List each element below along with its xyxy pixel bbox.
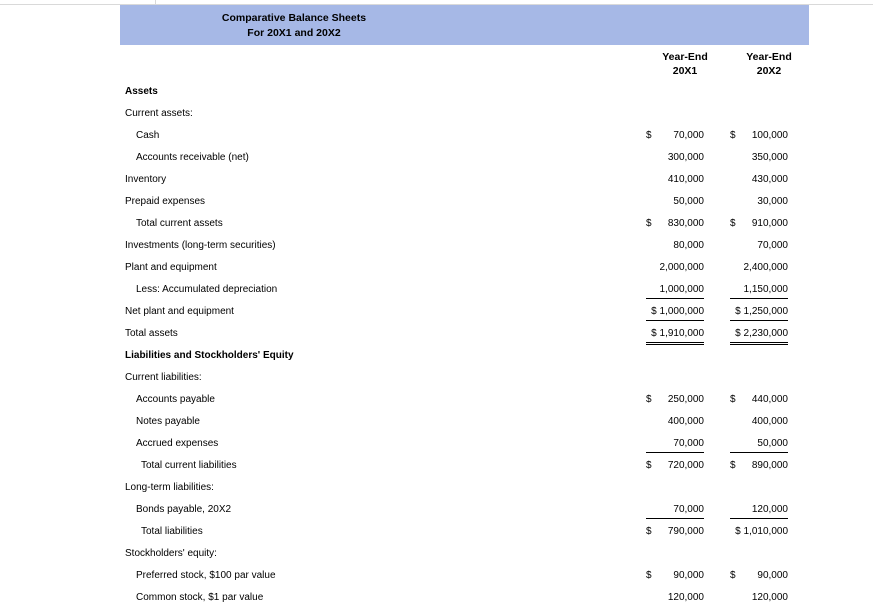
row-label: Accounts receivable (net) <box>136 152 249 163</box>
value-20x2 <box>730 172 788 188</box>
row-label: Total current liabilities <box>141 460 237 471</box>
table-row <box>0 303 873 321</box>
row-label: Prepaid expenses <box>125 196 206 207</box>
value-20x1 <box>646 194 704 210</box>
table-row <box>0 325 873 343</box>
value-20x2 <box>730 392 788 408</box>
row-label: Total current assets <box>136 218 223 229</box>
currency-symbol: $ <box>646 460 652 471</box>
currency-symbol: $ <box>646 394 652 405</box>
amount: 2,400,000 <box>743 262 788 273</box>
table-row <box>0 391 873 409</box>
amount: 70,000 <box>673 130 704 141</box>
column-header-line1: Year-End <box>662 51 708 63</box>
currency-symbol: $ <box>646 570 652 581</box>
amount: 350,000 <box>751 152 788 163</box>
value-20x1 <box>646 260 704 276</box>
amount: 70,000 <box>673 504 704 515</box>
table-row <box>0 127 873 145</box>
row-label: Total liabilities <box>141 526 203 537</box>
amount: 430,000 <box>751 174 788 185</box>
value-20x2 <box>730 326 788 345</box>
amount: 400,000 <box>667 416 704 427</box>
row-label: Investments (long-term securities) <box>125 240 276 251</box>
value-20x1 <box>646 128 704 144</box>
amount: 30,000 <box>757 196 788 207</box>
amount: 1,000,000 <box>659 284 704 295</box>
currency-symbol: $ <box>730 570 736 581</box>
amount: 410,000 <box>667 174 704 185</box>
table-row <box>0 171 873 189</box>
table-row <box>0 237 873 255</box>
value-20x1 <box>646 436 704 453</box>
row-label: Liabilities and Stockholders' Equity <box>125 350 294 361</box>
column-header-line1: Year-End <box>746 51 792 63</box>
value-20x2 <box>730 216 788 232</box>
value-20x2 <box>730 260 788 276</box>
value-20x1 <box>646 238 704 254</box>
table-row <box>0 83 873 101</box>
table-row <box>0 589 873 607</box>
value-20x1 <box>646 282 704 299</box>
currency-symbol: $ <box>646 526 652 537</box>
amount: 80,000 <box>673 240 704 251</box>
table-row <box>0 413 873 431</box>
amount: 70,000 <box>673 438 704 449</box>
value-20x2 <box>730 502 788 519</box>
row-label: Plant and equipment <box>125 262 217 273</box>
amount: $ 1,910,000 <box>651 328 704 339</box>
header-band <box>120 5 809 45</box>
currency-symbol: $ <box>730 460 736 471</box>
row-label: Accrued expenses <box>136 438 219 449</box>
row-label: Less: Accumulated depreciation <box>136 284 278 295</box>
table-row <box>0 281 873 299</box>
amount: 2,000,000 <box>659 262 704 273</box>
value-20x1 <box>646 392 704 408</box>
amount: 250,000 <box>667 394 704 405</box>
table-row <box>0 567 873 585</box>
value-20x2 <box>730 568 788 584</box>
value-20x2 <box>730 150 788 166</box>
amount: 120,000 <box>667 592 704 603</box>
column-header-line2: 20X2 <box>756 65 782 77</box>
row-label: Long-term liabilities: <box>125 482 214 493</box>
table-row <box>0 259 873 277</box>
table-row <box>0 435 873 453</box>
currency-symbol: $ <box>730 130 736 141</box>
table-row <box>0 523 873 541</box>
table-row <box>0 457 873 475</box>
value-20x2 <box>730 524 788 540</box>
row-label: Current liabilities: <box>125 372 202 383</box>
currency-symbol: $ <box>646 218 652 229</box>
value-20x1 <box>646 326 704 345</box>
amount: 1,150,000 <box>743 284 788 295</box>
value-20x2 <box>730 194 788 210</box>
report-title: Comparative Balance Sheets <box>221 12 367 24</box>
currency-symbol: $ <box>646 130 652 141</box>
value-20x1 <box>646 414 704 430</box>
value-20x2 <box>730 590 788 606</box>
row-label: Notes payable <box>136 416 200 427</box>
amount: 120,000 <box>751 504 788 515</box>
amount: 790,000 <box>667 526 704 537</box>
amount: 90,000 <box>673 570 704 581</box>
value-20x1 <box>646 524 704 540</box>
value-20x2 <box>730 128 788 144</box>
currency-symbol: $ <box>730 218 736 229</box>
value-20x1 <box>646 502 704 519</box>
table-row <box>0 347 873 365</box>
report-subtitle: For 20X1 and 20X2 <box>247 27 341 39</box>
value-20x2 <box>730 238 788 254</box>
value-20x1 <box>646 172 704 188</box>
table-row <box>0 369 873 387</box>
amount: 120,000 <box>751 592 788 603</box>
value-20x2 <box>730 282 788 299</box>
table-row <box>0 105 873 123</box>
amount: 910,000 <box>751 218 788 229</box>
row-label: Total assets <box>125 328 178 339</box>
value-20x1 <box>646 216 704 232</box>
amount: $ 2,230,000 <box>735 328 788 339</box>
row-label: Cash <box>136 130 160 141</box>
table-row <box>0 193 873 211</box>
value-20x2 <box>730 436 788 453</box>
column-header-20x1 <box>640 50 730 78</box>
row-label: Current assets: <box>125 108 193 119</box>
value-20x2 <box>730 304 788 321</box>
row-label: Common stock, $1 par value <box>136 592 264 603</box>
column-header-20x2 <box>724 50 814 78</box>
amount: 400,000 <box>751 416 788 427</box>
amount: $ 1,010,000 <box>735 526 788 537</box>
table-row <box>0 149 873 167</box>
amount: 50,000 <box>757 438 788 449</box>
currency-symbol: $ <box>730 394 736 405</box>
table-row <box>0 501 873 519</box>
amount: $ 1,250,000 <box>735 306 788 317</box>
value-20x2 <box>730 414 788 430</box>
value-20x1 <box>646 568 704 584</box>
amount: 890,000 <box>751 460 788 471</box>
amount: 830,000 <box>667 218 704 229</box>
table-row <box>0 545 873 563</box>
table-row <box>0 215 873 233</box>
amount: $ 1,000,000 <box>651 306 704 317</box>
row-label: Inventory <box>125 174 167 185</box>
row-label: Stockholders' equity: <box>125 548 217 559</box>
row-label: Net plant and equipment <box>125 306 234 317</box>
value-20x1 <box>646 458 704 474</box>
table-row <box>0 479 873 497</box>
amount: 100,000 <box>751 130 788 141</box>
value-20x1 <box>646 150 704 166</box>
value-20x1 <box>646 304 704 321</box>
amount: 50,000 <box>673 196 704 207</box>
amount: 300,000 <box>667 152 704 163</box>
value-20x2 <box>730 458 788 474</box>
column-header-line2: 20X1 <box>672 65 698 77</box>
row-label: Bonds payable, 20X2 <box>136 504 232 515</box>
amount: 720,000 <box>667 460 704 471</box>
amount: 70,000 <box>757 240 788 251</box>
row-label: Preferred stock, $100 par value <box>136 570 276 581</box>
value-20x1 <box>646 590 704 606</box>
row-label: Assets <box>125 86 158 97</box>
row-label: Accounts payable <box>136 394 215 405</box>
amount: 90,000 <box>757 570 788 581</box>
amount: 440,000 <box>751 394 788 405</box>
